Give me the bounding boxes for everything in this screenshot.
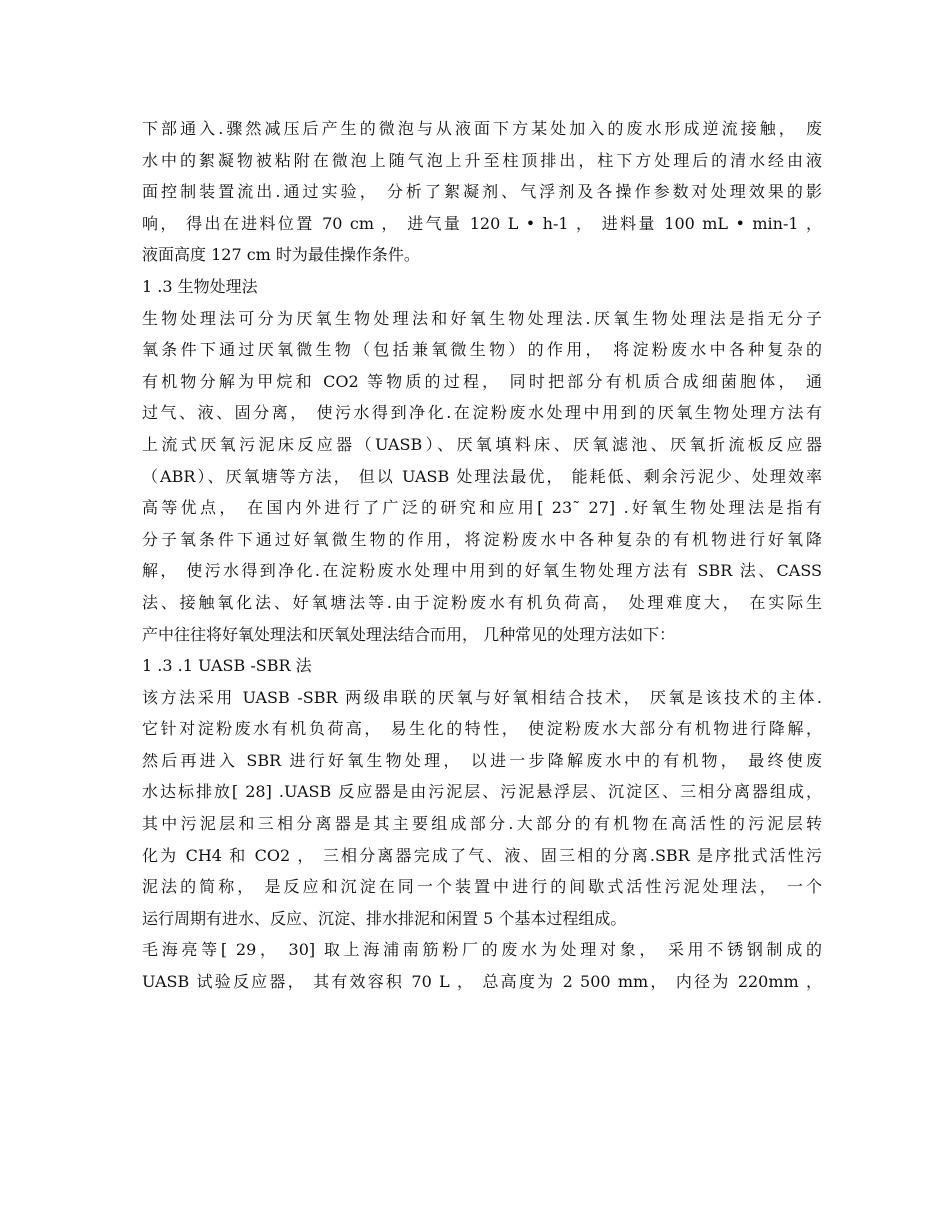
text-line: 响， 得出在进料位置 70 cm ， 进气量 120 L • h-1 ， 进料量 100 mL • min-1 ， xyxy=(142,213,822,233)
text-line: 毛海亮等[ 29， 30] 取上海浦南筋粉厂的废水为处理对象， 采用不锈钢制成的 xyxy=(142,940,822,960)
subsection-heading: 1 .3 .1 UASB -SBR 法 xyxy=(142,656,312,676)
body-text xyxy=(142,113,822,998)
text-line: 泥法的简称， 是反应和沉淀在同一个装置中进行的间歇式活性污泥处理法， 一个 xyxy=(142,877,822,897)
text-line: 运行周期有进水、反应、沉淀、排水排泥和闲置 5 个基本过程组成。 xyxy=(142,908,627,928)
text-line: 产中往往将好氧处理法和厌氧处理法结合而用， 几种常见的处理方法如下： xyxy=(142,624,676,644)
text-line: 它针对淀粉废水有机负荷高， 易生化的特性， 使淀粉废水大部分有机物进行降解， xyxy=(142,719,822,739)
text-line: 氧条件下通过厌氧微生物（包括兼氧微生物）的作用， 将淀粉废水中各种复杂的 xyxy=(142,340,822,360)
text-line: 其中污泥层和三相分离器是其主要组成部分.大部分的有机物在高活性的污泥层转 xyxy=(142,814,822,834)
text-line: 解， 使污水得到净化.在淀粉废水处理中用到的好氧生物处理方法有 SBR 法、CASS xyxy=(142,561,822,581)
text-line: 高等优点， 在国内外进行了广泛的研究和应用[ 23˜ 27] .好氧生物处理法是指有 xyxy=(142,498,822,518)
text-line: 生物处理法可分为厌氧生物处理法和好氧生物处理法.厌氧生物处理法是指无分子 xyxy=(142,308,822,328)
text-line: 过气、液、固分离， 使污水得到净化.在淀粉废水处理中用到的厌氧生物处理方法有 xyxy=(142,403,822,423)
text-line: 该方法采用 UASB -SBR 两级串联的厌氧与好氧相结合技术， 厌氧是该技术的主体. xyxy=(142,687,822,707)
text-line: 液面高度 127 cm 时为最佳操作条件。 xyxy=(142,245,420,265)
text-line: 下部通入.骤然减压后产生的微泡与从液面下方某处加入的废水形成逆流接触， 废 xyxy=(142,119,822,138)
text-line: 有机物分解为甲烷和 CO2 等物质的过程， 同时把部分有机质合成细菌胞体， 通 xyxy=(142,371,822,391)
text-line: 然后再进入 SBR 进行好氧生物处理， 以进一步降解废水中的有机物， 最终使废 xyxy=(142,750,822,770)
text-line: （ABR）、厌氧塘等方法， 但以 UASB 处理法最优， 能耗低、剩余污泥少、处理效率 xyxy=(142,466,822,486)
text-line: 上流式厌氧污泥床反应器（UASB）、厌氧填料床、厌氧滤池、厌氧折流板反应器 xyxy=(142,434,822,454)
text-line: 水达标排放[ 28] .UASB 反应器是由污泥层、污泥悬浮层、沉淀区、三相分离器组成， xyxy=(142,782,822,802)
text-line: 面控制装置流出.通过实验， 分析了絮凝剂、气浮剂及各操作参数对处理效果的影 xyxy=(142,182,822,202)
text-line: 化为 CH4 和 CO2 ， 三相分离器完成了气、液、固三相的分离.SBR 是序批式活性污 xyxy=(142,845,822,865)
text-line: 分子氧条件下通过好氧微生物的作用，将淀粉废水中各种复杂的有机物进行好氧降 xyxy=(142,529,822,549)
text-line: 水中的絮凝物被粘附在微泡上随气泡上升至柱顶排出，柱下方处理后的清水经由液 xyxy=(142,150,822,170)
text-line: 法、接触氧化法、好氧塘法等.由于淀粉废水有机负荷高， 处理难度大， 在实际生 xyxy=(142,592,822,612)
text-line: UASB 试验反应器， 其有效容积 70 L ， 总高度为 2 500 mm， 内径为 220mm ， xyxy=(142,972,822,992)
section-heading: 1 .3 生物处理法 xyxy=(142,276,258,296)
